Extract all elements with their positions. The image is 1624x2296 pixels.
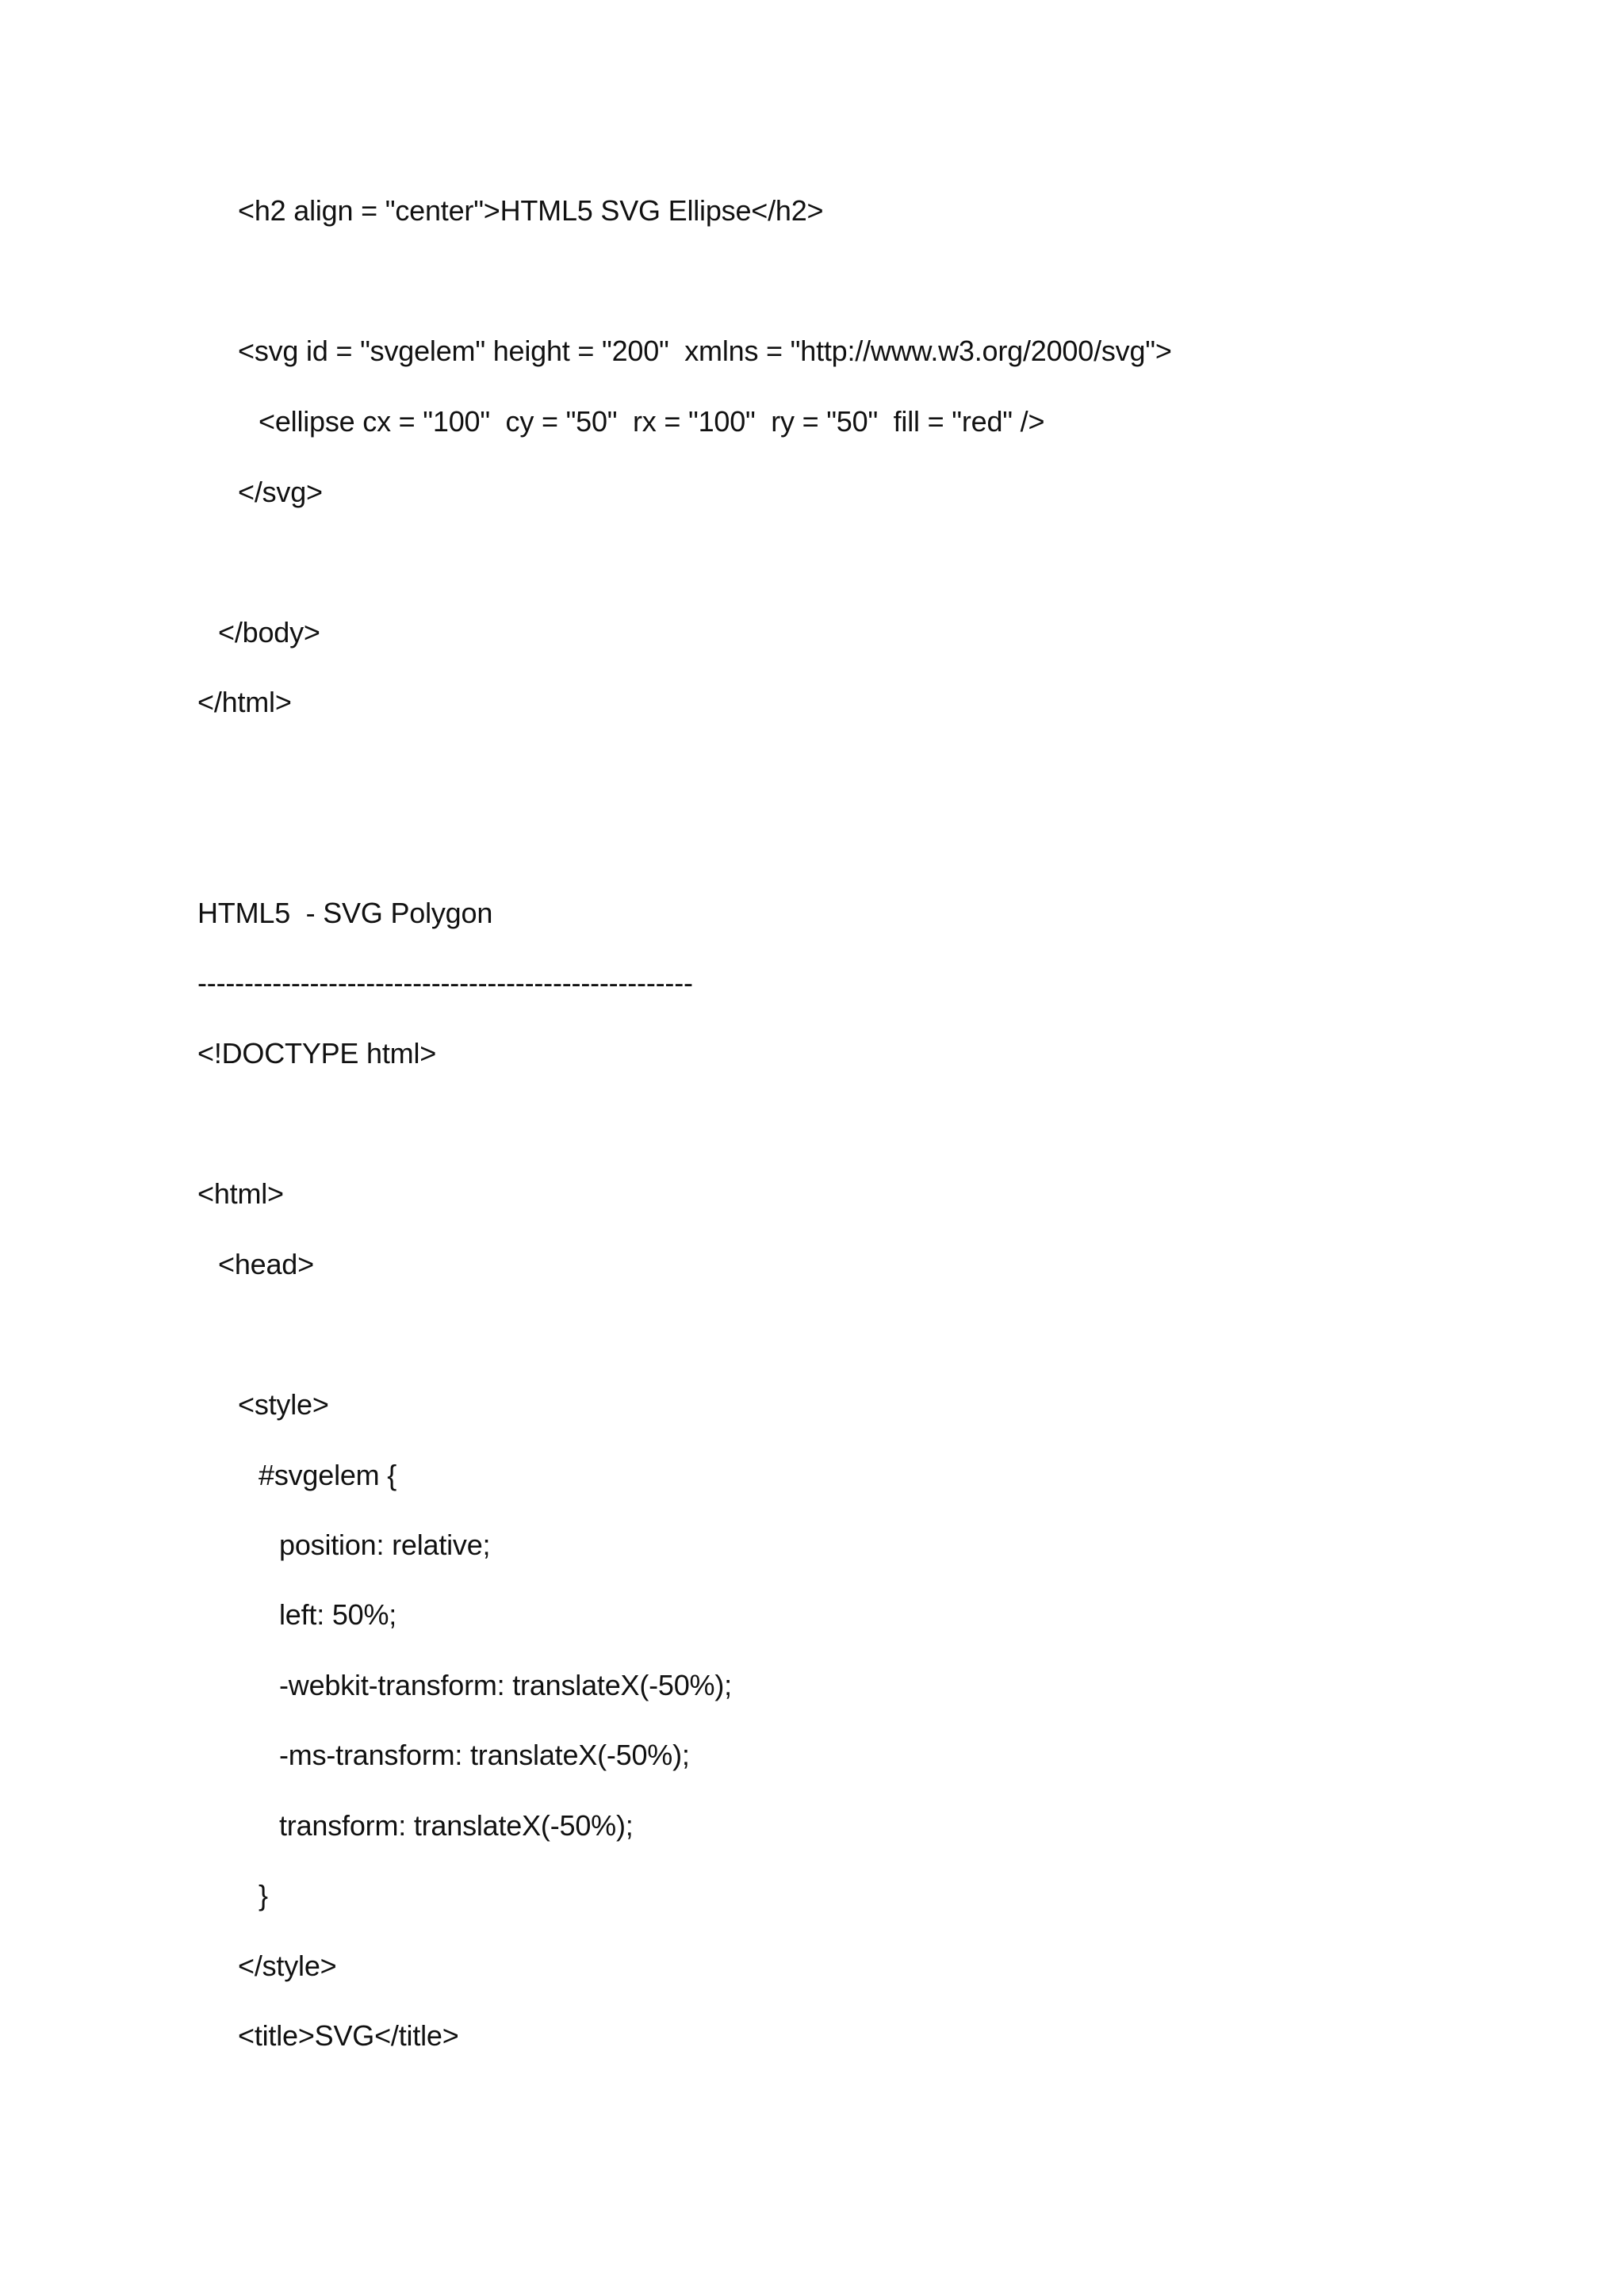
code-line-body-close: </body>	[218, 616, 320, 649]
code-line-position: position: relative;	[279, 1529, 491, 1561]
code-line-webkit-transform: -webkit-transform: translateX(-50%);	[279, 1669, 732, 1701]
code-line-head-open: <head>	[218, 1248, 314, 1280]
code-line-style-open: <style>	[238, 1388, 329, 1421]
code-line-html-close: </html>	[197, 686, 292, 718]
section-divider: -----------------------------------------------------	[197, 966, 693, 999]
code-line-doctype: <!DOCTYPE html>	[197, 1037, 437, 1070]
code-line-left: left: 50%;	[279, 1598, 397, 1631]
code-line-style-close: </style>	[238, 1950, 337, 1982]
code-line-selector: #svgelem {	[259, 1459, 397, 1491]
code-line-h2: <h2 align = "center">HTML5 SVG Ellipse</h2>	[238, 194, 824, 227]
code-line-brace-close: }	[259, 1879, 268, 1911]
code-line-ellipse: <ellipse cx = "100" cy = "50" rx = "100" ry = "50" fill = "red" />	[259, 405, 1045, 438]
code-line-svg-close: </svg>	[238, 476, 323, 508]
code-line-ms-transform: -ms-transform: translateX(-50%);	[279, 1739, 690, 1771]
code-line-html-open: <html>	[197, 1177, 284, 1210]
code-line-title: <title>SVG</title>	[238, 2019, 459, 2052]
code-line-transform: transform: translateX(-50%);	[279, 1809, 634, 1842]
section-title: HTML5 - SVG Polygon	[197, 897, 493, 929]
code-line-svg-open: <svg id = "svgelem" height = "200" xmlns = "http://www.w3.org/2000/svg">	[238, 335, 1172, 367]
